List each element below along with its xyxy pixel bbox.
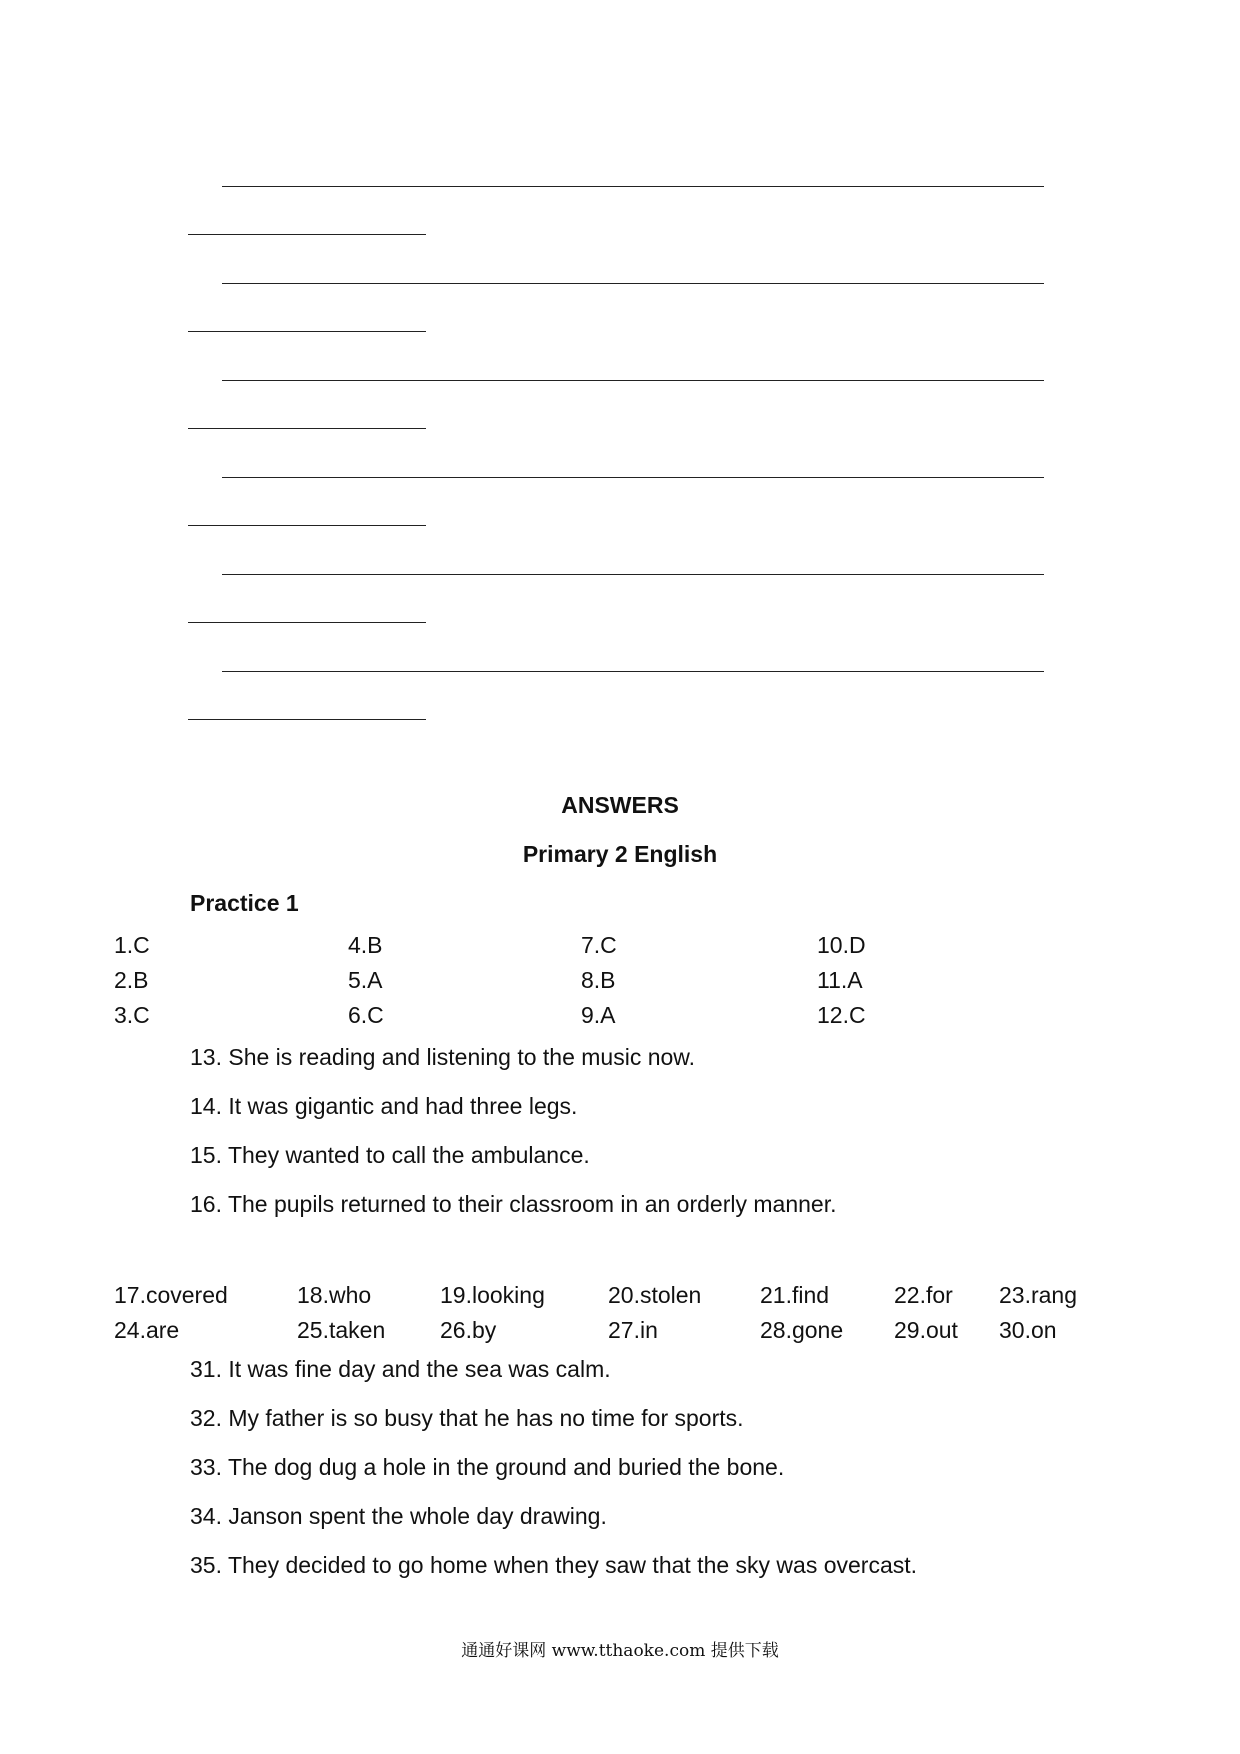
- writing-line-pair: [0, 477, 1240, 527]
- writing-line-pair: [0, 186, 1240, 236]
- sentence-answer: 13. She is reading and listening to the music now.: [190, 1044, 696, 1070]
- word-answer-row: [0, 1282, 1240, 1312]
- mc-answer: 3.C: [114, 1002, 150, 1028]
- writing-line: [188, 331, 426, 332]
- sentence-answer: 15. They wanted to call the ambulance.: [190, 1142, 590, 1168]
- sentence-answer: 35. They decided to go home when they saw that the sky was overcast.: [190, 1552, 918, 1578]
- writing-line: [188, 428, 426, 429]
- writing-line-pair: [0, 380, 1240, 430]
- mc-answer: 2.B: [114, 967, 149, 993]
- writing-line: [188, 234, 426, 235]
- mc-answer: 7.C: [581, 932, 617, 958]
- mc-answer: 11.A: [817, 967, 863, 993]
- sentence-answer: 34. Janson spent the whole day drawing.: [190, 1503, 607, 1529]
- word-answer: 21.find: [760, 1282, 830, 1308]
- sentence-answer: 31. It was fine day and the sea was calm.: [190, 1356, 611, 1382]
- sentence-answer: 32. My father is so busy that he has no time for sports.: [190, 1405, 744, 1431]
- page-footer: 通通好课网 www.tthaoke.com 提供下载: [461, 1641, 779, 1661]
- practice-title: Practice 1: [190, 890, 299, 916]
- writing-line-pair: [0, 574, 1240, 624]
- word-answer: 20.stolen: [608, 1282, 702, 1308]
- mc-answer: 12.C: [817, 1002, 866, 1028]
- answers-heading: ANSWERS: [561, 792, 679, 818]
- writing-line: [222, 671, 1044, 672]
- mc-answer: 4.B: [348, 932, 383, 958]
- writing-line: [222, 380, 1044, 381]
- word-answer: 29.out: [894, 1317, 958, 1343]
- mc-answer-row: [0, 1002, 1240, 1032]
- mc-answer: 9.A: [581, 1002, 616, 1028]
- word-answer: 18.who: [297, 1282, 372, 1308]
- sentence-answer: 33. The dog dug a hole in the ground and buried the bone.: [190, 1454, 785, 1480]
- writing-line-pair: [0, 671, 1240, 721]
- writing-line: [188, 622, 426, 623]
- mc-answer: 6.C: [348, 1002, 384, 1028]
- mc-answer-row: [0, 967, 1240, 997]
- writing-line: [222, 186, 1044, 187]
- word-answer: 30.on: [999, 1317, 1057, 1343]
- word-answer: 19.looking: [440, 1282, 545, 1308]
- word-answer: 22.for: [894, 1282, 953, 1308]
- word-answer: 25.taken: [297, 1317, 386, 1343]
- sentence-answer: 14. It was gigantic and had three legs.: [190, 1093, 578, 1119]
- word-answer: 23.rang: [999, 1282, 1078, 1308]
- mc-answer: 5.A: [348, 967, 383, 993]
- word-answer: 24.are: [114, 1317, 180, 1343]
- writing-line: [222, 574, 1044, 575]
- writing-line: [188, 719, 426, 720]
- sentence-answer: 16. The pupils returned to their classroom in an orderly manner.: [190, 1191, 837, 1217]
- subject-heading: Primary 2 English: [522, 841, 718, 867]
- word-answer: 28.gone: [760, 1317, 844, 1343]
- word-answer: 17.covered: [114, 1282, 228, 1308]
- mc-answer: 10.D: [817, 932, 866, 958]
- word-answer: 26.by: [440, 1317, 497, 1343]
- word-answer: 27.in: [608, 1317, 658, 1343]
- mc-answer: 8.B: [581, 967, 616, 993]
- writing-line: [188, 525, 426, 526]
- mc-answer: 1.C: [114, 932, 150, 958]
- writing-line: [222, 477, 1044, 478]
- writing-line: [222, 283, 1044, 284]
- word-answer-row: [0, 1317, 1240, 1347]
- writing-line-pair: [0, 283, 1240, 333]
- mc-answer-row: [0, 932, 1240, 962]
